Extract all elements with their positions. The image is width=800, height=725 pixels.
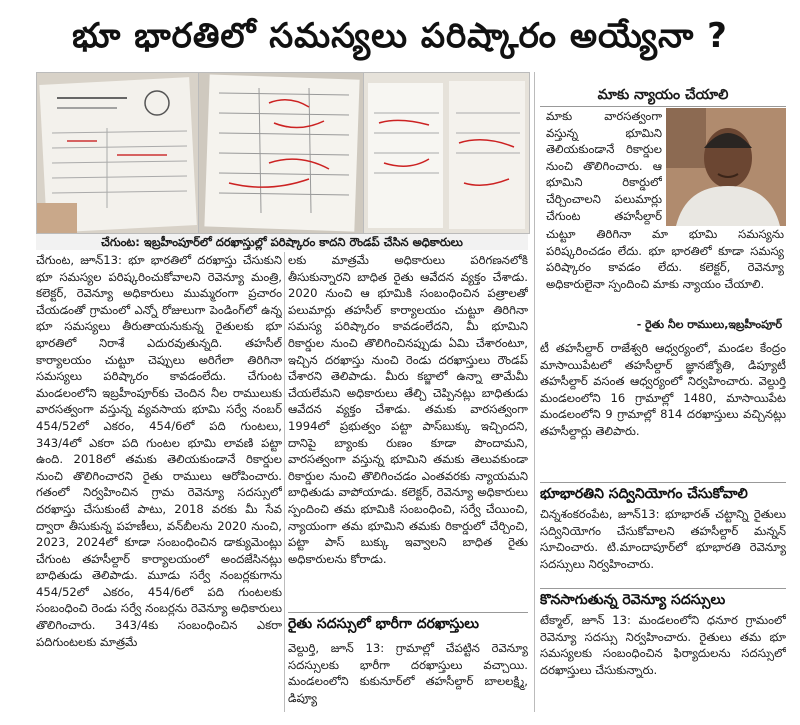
document-photo-3 [363,72,530,234]
sidebar-attribution: - రైతు నీల రాములు,ఇబ్రహీంపూర్ [636,318,782,331]
article-column-3-section-3: టేక్మాల్, జూన్ 13: మండలంలోని ధనూర గ్రామంలో రెవెన్యూ సదస్సు నిర్వహించారు. రైతులు తమ భూ సమస్యలకు సంబంధించిన ఫిర్యాదులను సదస్సులో దరఖాస్తులు చేసుకున్నారు. [540,613,786,677]
sidebar-quote-text-continued: చుట్టూ తిరిగినా మా భూమి సమస్యను పరిష్కరించడం లేదు. భూ భారతిలో కూడా సమస్య పరిష్కారం కావడం లేదు. కలెక్టర్, రెవెన్యూ అధికారులైనా స్పందించి మాకు న్యాయం చేయాలి. [546,227,784,291]
column-divider [534,72,535,712]
article-column-3: టీ తహసీల్దార్ రాజేశ్వరి ఆధ్వర్యంలో, మండల కేంద్రం మాసాయిపేటలో తహసీల్దార్ జ్ఞానజ్యోతి, డిప్యూటీ తహసీల్దార్ వసంత ఆధ్వర్యంలో నిర్వహించారు. వెల్దుర్తి మండలంలోని 16 గ్రామాల్లో 1480, మాసాయిపేట మండలంలోని 9 గ్రామాల్లో 814 దరఖాస్తులు వచ్చినట్లు తహసీల్దార్లు తెలిపారు. [540,341,786,438]
document-photo-1 [36,72,200,234]
column-divider [284,252,285,712]
subheading-ongoing-sessions: కొనసాగుతున్న రెవెన్యూ సదస్సులు [540,588,786,611]
article-column-2: లకు మాత్రమే అధికారులు పరిగణనలోకి తీసుకున్నారని బాధిత రైతు ఆవేదన వ్యక్తం చేశాడు. 2020 నుంచి ఆ భూమికి సంబంధించిన పత్రాలతో పలుమార్లు తహసీల్ కార్యాలయం చుట్టూ తిరిగినా సమస్య పరిష్కారం కావడంలేదని, మీ భూమిని రికార్డుల నుంచి తొలిగించినప్పుడు ఏమి చేశారంటూ, ఇచ్చిన దరఖాస్తు నుంచి రెండు దరఖాస్తులు రౌండప్ చేశారని తెలిపాడు. మీరు కబ్జాలో ఉన్నా తామేమీ చేయలేమని అధికారులు తేల్చి చెప్పినట్లు బాధితుడు ఆవేదన వ్యక్తం చేశాడు. తమకు వారసత్వంగా 1994లో ప్రభుత్వం పట్టా పాస్‌బుక్కు ఇచ్చిందని, దానిపై బ్యాంకు రుణం కూడా పొందామని, వారసత్వంగా వస్తున్న భూమిని తమకు తెలువకుండా రికార్డుల నుంచి తొలిగించడం ఎంతవరకు న్యాయమని బాధితుడు వాపోయాడు. కలెక్టర్, రెవెన్యూ అధికారులు స్పందించి తమ భూమికి సంబంధించి, సర్వే చేయించి, న్యాయంగా తమ భూమిని తమకు రికార్డులో చేర్చించి, పట్టా పాస్ బుక్కు ఇవ్వాలని బాధిత రైతు అధికారులను కోరాడు. [288,253,528,566]
document-photo-2 [198,72,365,234]
subheading-farmer-sessions: రైతు సదస్సులో భారీగా దరఖాస్తులు [288,612,528,635]
photo-caption: చేగుంట: ఇబ్రహీంపూర్‌లో దరఖాస్తుల్లో పరిష్కారం కాదని రౌండప్ చేసిన అధికారులు [36,234,528,250]
subheading-bhubharati-use: భూభారతిని సద్వినియోగం చేసుకోవాలి [540,482,786,505]
sidebar-quote-text: మాకు వారసత్వంగా వస్తున్న భూమిని తెలియకుండానే రికార్డుల నుంచి తొలిగించారు. ఆ భూమిని రికార్డులో చేర్చించాలని పలుమార్లు చేగుంట తహసీల్దార్ [546,109,662,223]
sidebar-title: మాకు న్యాయం చేయాలి [540,84,786,107]
headline: భూ భారతిలో సమస్యలు పరిష్కారం అయ్యేనా ? [72,16,728,56]
article-column-3-section-2: చిన్నశంకరంపేట, జూన్13: భూభారత్ చట్టాన్ని రైతులు సద్వినియోగం చేసుకోవాలని తహసీల్దార్ మన్నన్ సూచించారు. టి.మాందాపూర్‌లో భూభారతి రెవెన్యూ సదస్సులు నిర్వహించారు. [540,507,786,571]
farmer-portrait [666,108,786,226]
article-column-2-continued: వెల్దుర్తి, జూన్ 13: గ్రామాల్లో చేపట్టిన రెవెన్యూ సదస్సులకు భారీగా దరఖాస్తులు వచ్చాయి. మండలంలోని కుకునూర్‌లో తహసీల్దార్ బాలలక్ష్మి, డిప్యూ [288,641,528,705]
article-column-1: చేగుంట, జూన్13: భూ భారతిలో దరఖాస్తు చేసుకుని భూ సమస్యల పరిష్కరించుకోవాలని రెవెన్యూ మంత్రి, కలెక్టర్, రెవెన్యూ అధికారులు ముమ్మరంగా ప్రచారం చేయడంతో గ్రామంలో ఎన్నో రోజులుగా పెండింగ్‌లో ఉన్న భూ సమస్యలు తీరుతాయనుకున్న రైతులకు భూ భారతిలో నిరాశే ఎదురవుతున్నది. తహసీల్ కార్యాలయం చుట్టూ చెప్పులు అరిగేలా తిరిగినా సమస్యలు పరిష్కారం కావడంలేదు. చేగుంట మండలంలోని ఇబ్రహీంపూర్‌కు చెందిన నీల రాములుకు వారసత్వంగా వస్తున్న వ్యవసాయ భూమి సర్వే నంబర్ 454/52లో ఎకరం, 454/6లో పది గుంటలు, 343/4లో ఎకరా పది గుంటల భూమి లావణి పట్టా ఉంది. 2018లో తమకు తెలియకుండానే రికార్డుల నుంచి తొలిగించారని రైతు రాములు ఆరోపించారు. గతంలో నిర్వహించిన గ్రామ రెవెన్యూ సదస్సులో దరఖాస్తు చేసుకుంటే పాటు, 2018 వరకు మీ సేవ ద్వారా తీసుకున్న పహణీలు, వన్‌బీలను 2020 నుంచి, 2023, 2024లో కూడా సంబంధించిన డాక్యుమెంట్లు చేగుంట తహసీల్దార్ కార్యాలయంలో అందజేసినట్లు బాధితుడు తెలిపాడు. మూడు సర్వే నంబర్లకుగాను 454/52లో ఎకరం, 454/6లో పది గుంటలకు సంబంధించి రెండు సర్వే నంబర్లను రెవెన్యూ అధికారులు తొలిగించారు. 343/4కు సంబంధించిన ఎకరా పదిగుంటలకు మాత్రమే [36,253,282,649]
